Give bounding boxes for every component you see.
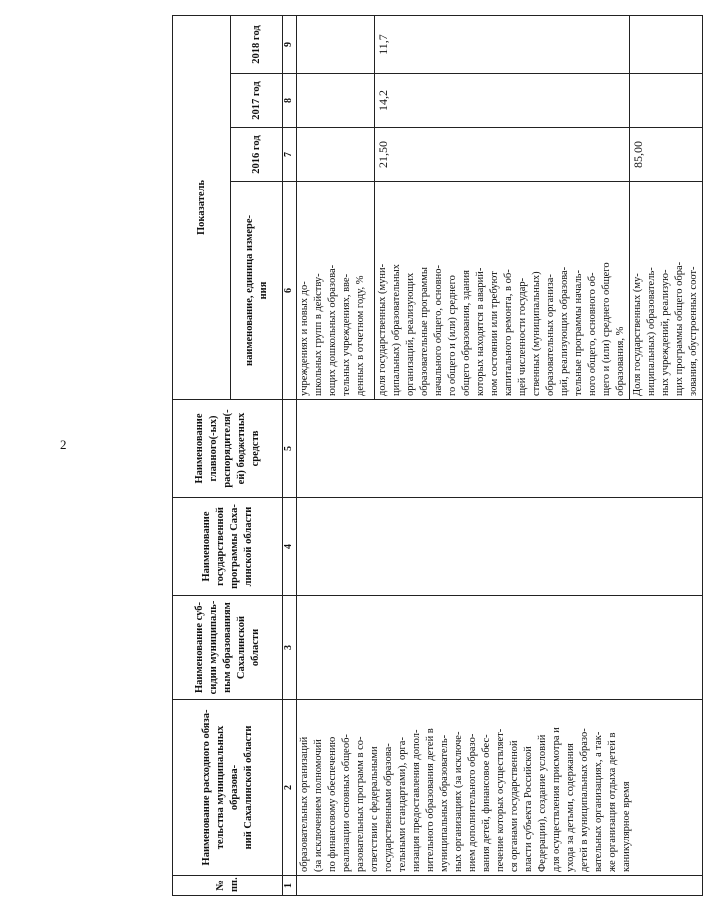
program-cell — [297, 498, 703, 596]
header-subsidy: Наименование суб- сидии муниципаль- ным образованиям Сахалинской области — [173, 596, 283, 700]
subsidy-cell — [297, 596, 703, 700]
col-number-8: 8 — [283, 74, 297, 128]
expense-obligation-text: образовательных организаций (за исключением полномочий по финансовому обеспечению реализации основных общеоб- разовательных программ в со- ответствии с федеральными государственными образова- тельными стандартами), орга- низация предоставления допол- нительного образования детей в муниципальных образователь- ных организациях (за исключе- нием дополнительного образо- вания детей, финансовое обес- печение которых осуществляет- ся органами государственной власти субъекта Российской Федерации), создание условий для осуществления присмотра и ухода за детьми, содержания детей в муниципальных образо- вательных организациях, а так- же организация отдыха детей в каникулярное время — [297, 700, 703, 876]
rotated-table-container — [172, 16, 699, 896]
header-num: № пп. — [173, 876, 283, 896]
col-number-9: 9 — [283, 15, 297, 73]
col-number-5: 5 — [283, 400, 297, 498]
indicator-1-2017 — [297, 74, 375, 128]
indicator-name-3: Доля государственных (му- ниципальных) образователь- ных учреждений, реализую- щих программы общего обра- зования, обустроенных соот- — [630, 182, 703, 400]
indicator-name-1: учреждениях и новых до- школьных групп в действу- ющих дошкольных образова- тельных учреждениях, вве- денных в отчетном году, % — [297, 182, 375, 400]
col-number-2: 2 — [283, 700, 297, 876]
header-indicator-name: наименование, единица измере- ния — [231, 182, 283, 400]
col-number-1: 1 — [283, 876, 297, 896]
indicator-table — [172, 15, 703, 896]
indicator-2-2018: 11,7 — [375, 15, 630, 73]
indicator-2-2017: 14,2 — [375, 74, 630, 128]
indicator-1-2018 — [297, 15, 375, 73]
indicator-3-2017 — [630, 74, 703, 128]
indicator-2-2016: 21,50 — [375, 128, 630, 182]
indicator-1-2016 — [297, 128, 375, 182]
header-year-2018: 2018 год — [231, 15, 283, 73]
indicator-3-2018 — [630, 15, 703, 73]
header-year-2016: 2016 год — [231, 128, 283, 182]
indicator-name-2: доля государственных (муни- ципальных) образовательных организаций, реализующих образовательные программы начального общего, основно- го общего и (или) среднего общего образования, здания которых находятся в аварий- ном состоянии или требуют капитального ремонта, в об- щей численности государ- ственных (муниципальных) образовательных организа- ций, реализующих образова- тельные программы началь- ного общего, основного об- щего и (или) среднего общего образования, % — [375, 182, 630, 400]
col-number-4: 4 — [283, 498, 297, 596]
col-number-7: 7 — [283, 128, 297, 182]
row-num — [297, 876, 703, 896]
header-indicator-group: Показатель — [173, 15, 231, 399]
indicator-3-2016: 85,00 — [630, 128, 703, 182]
header-expense: Наименование расходного обяза- тельства муниципальных образова- ний Сахалинской области — [173, 700, 283, 876]
header-distributor: Наименование главного(-ых) распорядителя(- ей) бюджетных средств — [173, 400, 283, 498]
distributor-cell — [297, 400, 703, 498]
header-program: Наименование государственной программы Саха- линской области — [173, 498, 283, 596]
col-number-6: 6 — [283, 182, 297, 400]
page-number: 2 — [60, 437, 67, 452]
col-number-3: 3 — [283, 596, 297, 700]
header-year-2017: 2017 год — [231, 74, 283, 128]
